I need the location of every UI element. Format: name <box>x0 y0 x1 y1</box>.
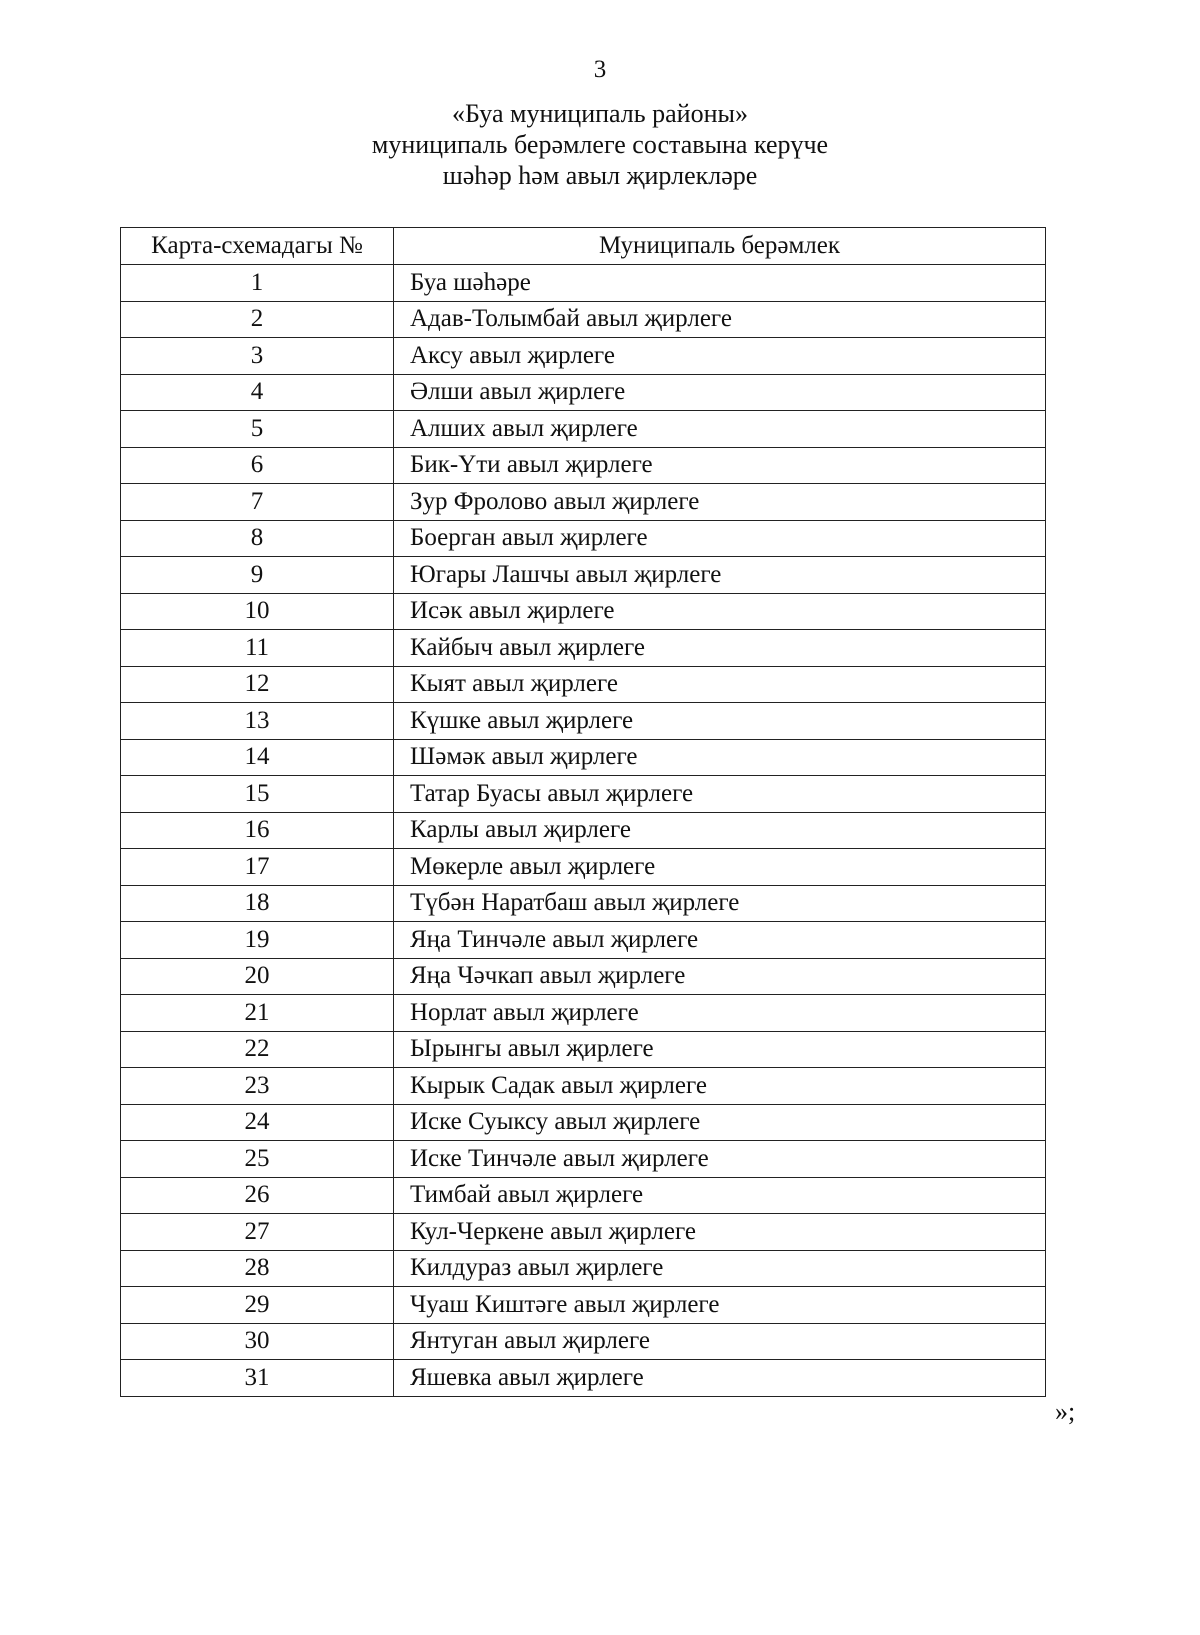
table-row <box>121 411 1046 448</box>
row-number-cell: 6 <box>121 447 394 484</box>
table-row <box>121 557 1046 594</box>
row-number-cell: 5 <box>121 411 394 448</box>
row-number-cell: 14 <box>121 739 394 776</box>
table-body <box>121 265 1046 1397</box>
row-number-cell: 30 <box>121 1323 394 1360</box>
row-municipality-cell: Югары Лашчы авыл җирлеге <box>394 557 1046 594</box>
row-number-cell: 26 <box>121 1177 394 1214</box>
row-municipality-cell: Кайбыч авыл җирлеге <box>394 630 1046 667</box>
row-number-cell: 25 <box>121 1141 394 1178</box>
row-number-cell: 1 <box>121 265 394 302</box>
row-municipality-cell: Килдураз авыл җирлеге <box>394 1250 1046 1287</box>
row-number-cell: 18 <box>121 885 394 922</box>
row-number-cell: 23 <box>121 1068 394 1105</box>
row-municipality-cell: Исәк авыл җирлеге <box>394 593 1046 630</box>
row-number-cell: 22 <box>121 1031 394 1068</box>
header-municipality: Муниципаль берәмлек <box>394 228 1046 265</box>
row-municipality-cell: Татар Буасы авыл җирлеге <box>394 776 1046 813</box>
row-number-cell: 17 <box>121 849 394 886</box>
row-number-cell: 11 <box>121 630 394 667</box>
row-number-cell: 20 <box>121 958 394 995</box>
row-municipality-cell: Буа шәһәре <box>394 265 1046 302</box>
table-row <box>121 593 1046 630</box>
row-municipality-cell: Яшевка авыл җирлеге <box>394 1360 1046 1397</box>
row-municipality-cell: Яңа Тинчәле авыл җирлеге <box>394 922 1046 959</box>
table-row <box>121 484 1046 521</box>
document-title <box>0 98 1200 191</box>
row-number-cell: 31 <box>121 1360 394 1397</box>
row-municipality-cell: Түбән Наратбаш авыл җирлеге <box>394 885 1046 922</box>
table-row <box>121 995 1046 1032</box>
row-number-cell: 12 <box>121 666 394 703</box>
title-line-3: шәһәр һәм авыл җирлекләре <box>442 161 758 190</box>
row-municipality-cell: Мөкерле авыл җирлеге <box>394 849 1046 886</box>
table-row <box>121 1104 1046 1141</box>
row-number-cell: 2 <box>121 301 394 338</box>
row-municipality-cell: Шәмәк авыл җирлеге <box>394 739 1046 776</box>
table-row <box>121 374 1046 411</box>
table-row <box>121 1360 1046 1397</box>
table-row <box>121 301 1046 338</box>
row-number-cell: 24 <box>121 1104 394 1141</box>
table-row <box>121 849 1046 886</box>
row-municipality-cell: Кыят авыл җирлеге <box>394 666 1046 703</box>
row-municipality-cell: Ырынгы авыл җирлеге <box>394 1031 1046 1068</box>
row-municipality-cell: Аксу авыл җирлеге <box>394 338 1046 375</box>
table-row <box>121 1287 1046 1324</box>
table-row <box>121 520 1046 557</box>
table-row <box>121 1323 1046 1360</box>
page-number: 3 <box>593 56 607 83</box>
table-row <box>121 1068 1046 1105</box>
row-number-cell: 4 <box>121 374 394 411</box>
title-line-1: «Буа муниципаль районы» <box>452 99 748 128</box>
table-row <box>121 739 1046 776</box>
row-municipality-cell: Норлат авыл җирлеге <box>394 995 1046 1032</box>
row-number-cell: 13 <box>121 703 394 740</box>
table-row <box>121 776 1046 813</box>
row-municipality-cell: Алших авыл җирлеге <box>394 411 1046 448</box>
table-row <box>121 1031 1046 1068</box>
table-row <box>121 1250 1046 1287</box>
row-municipality-cell: Янтуган авыл җирлеге <box>394 1323 1046 1360</box>
row-municipality-cell: Чуаш Киштәге авыл җирлеге <box>394 1287 1046 1324</box>
row-municipality-cell: Тимбай авыл җирлеге <box>394 1177 1046 1214</box>
table-row <box>121 885 1046 922</box>
row-number-cell: 9 <box>121 557 394 594</box>
table-row <box>121 958 1046 995</box>
row-municipality-cell: Кырык Садак авыл җирлеге <box>394 1068 1046 1105</box>
row-municipality-cell: Иске Тинчәле авыл җирлеге <box>394 1141 1046 1178</box>
row-number-cell: 21 <box>121 995 394 1032</box>
row-number-cell: 27 <box>121 1214 394 1251</box>
row-number-cell: 8 <box>121 520 394 557</box>
table-row <box>121 1214 1046 1251</box>
row-number-cell: 7 <box>121 484 394 521</box>
table-row <box>121 703 1046 740</box>
row-number-cell: 16 <box>121 812 394 849</box>
row-number-cell: 15 <box>121 776 394 813</box>
row-municipality-cell: Бик-Үти авыл җирлеге <box>394 447 1046 484</box>
row-municipality-cell: Карлы авыл җирлеге <box>394 812 1046 849</box>
table-row <box>121 922 1046 959</box>
table-header-row <box>121 228 1046 265</box>
row-municipality-cell: Боерган авыл җирлеге <box>394 520 1046 557</box>
row-municipality-cell: Адав-Толымбай авыл җирлеге <box>394 301 1046 338</box>
row-number-cell: 28 <box>121 1250 394 1287</box>
row-municipality-cell: Зур Фролово авыл җирлеге <box>394 484 1046 521</box>
table-row <box>121 265 1046 302</box>
row-number-cell: 29 <box>121 1287 394 1324</box>
table-row <box>121 812 1046 849</box>
closing-quote: »; <box>1055 1397 1076 1426</box>
row-municipality-cell: Иске Суыксу авыл җирлеге <box>394 1104 1046 1141</box>
row-municipality-cell: Яңа Чәчкап авыл җирлеге <box>394 958 1046 995</box>
row-municipality-cell: Кул-Черкене авыл җирлеге <box>394 1214 1046 1251</box>
table-row <box>121 447 1046 484</box>
header-map-number: Карта-схемадагы № <box>121 228 394 265</box>
table-row <box>121 666 1046 703</box>
row-number-cell: 10 <box>121 593 394 630</box>
table-row <box>121 630 1046 667</box>
municipalities-table <box>120 227 1046 1397</box>
row-municipality-cell: Күшке авыл җирлеге <box>394 703 1046 740</box>
row-municipality-cell: Әлши авыл җирлеге <box>394 374 1046 411</box>
table-row <box>121 338 1046 375</box>
row-number-cell: 19 <box>121 922 394 959</box>
title-line-2: муниципаль берәмлеге составына керүче <box>371 130 829 159</box>
table-row <box>121 1177 1046 1214</box>
row-number-cell: 3 <box>121 338 394 375</box>
table-row <box>121 1141 1046 1178</box>
